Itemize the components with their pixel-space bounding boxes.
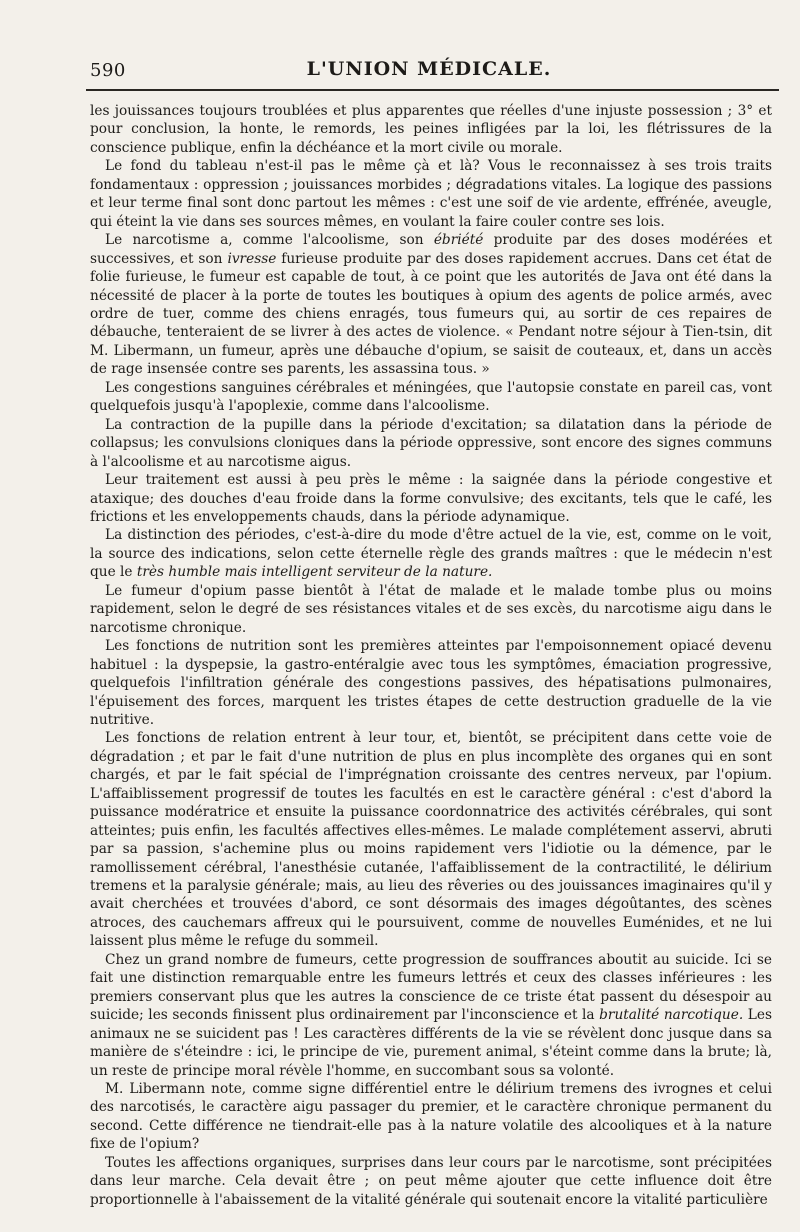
text-run: M. Libermann note, comme signe différentiel entre le délirium tremens des ivrognes et celui des narcotisés, le caractère aigu passager du premier, et le caractère chronique permanent du second. Cette différence ne tiendrait-elle pas à la nature volatile des alcooliques et à la nature fixe de l'opium?: [90, 1081, 772, 1153]
text-run: Le narcotisme a, comme l'alcoolisme, son: [105, 232, 434, 249]
text-run: les jouissances toujours troublées et plus apparentes que réelles d'une injuste possession ; 3° et pour conclusion, la honte, le remords, les peines infligées par la loi, les flétrissures de la conscience publique, enfin la déchéance et la mort civile ou morale.: [90, 103, 772, 156]
text-run: Le fumeur d'opium passe bientôt à l'état de malade et le malade tombe plus ou moins rapidement, selon le degré de ses résistances vitales et de ses excès, du narcotisme aigu dans le narcotisme chronique.: [90, 582, 772, 636]
paragraph: [90, 379, 772, 416]
italic-text: ébriété: [433, 232, 484, 249]
text-run: Les fonctions de nutrition sont les premières atteintes par l'empoisonnement opiacé devenu habituel : la dyspepsie, la gastro-entéralgie avec tous les symptômes, émaciation progressive, quelquefois l'infiltration générale des congestions passives, des hépatisations pulmonaires, l'épuisement des forces, marquent les tristes étapes de cette destruction graduelle de la vie nutritive.: [90, 638, 772, 728]
italic-text: très humble mais intelligent serviteur de la nature.: [136, 564, 493, 581]
text-run: La contraction de la pupille dans la période d'excitation; sa dilatation dans la période de collapsus; les convulsions cloniques dans la période oppressive, sont encore des signes communs à l'alcoolisme et au narcotisme aigus.: [90, 416, 772, 470]
paragraph: [90, 1154, 772, 1209]
italic-text: brutalité narcotique.: [599, 1007, 744, 1024]
page-number: 590: [90, 60, 126, 81]
paragraph: [90, 729, 772, 950]
text-run: Les fonctions de relation entrent à leur tour, et, bientôt, se précipitent dans cette voie de dégradation ; et par le fait d'une nutrition de plus en plus incomplète des organes qui en sont chargés, et par le fait spécial de l'imprégnation croissante des centres nerveux, par l'opium. L'affaiblissement progressif de toutes les facultés en est le caractère général : c'est d'abord la puissance modératrice et ensuite la puissance coordonnatrice des activités cérébrales, qui sont atteintes; puis enfin, les facultés affectives elles-mêmes. Le malade complétement asservi, abruti par sa passion, s'achemine plus ou moins rapidement vers l'idiotie ou la démence, par le ramollissement cérébral, l'anesthésie cutanée, l'affaiblissement de la contractilité, le délirium tremens et la paralysie générale; mais, au lieu des rêveries ou des jouissances imaginaires qu'il y avait cherchées et trouvées d'abord, ce sont désormais des images dégoûtantes, des scènes atroces, des cauchemars affreux qui le poursuivent, comme de nouvelles Euménides, et ne lui laissent plus même le refuge du sommeil.: [90, 730, 772, 950]
text-run: Toutes les affections organiques, surprises dans leur cours par le narcotisme, sont précipitées dans leur marche. Cela devait être ; on peut même ajouter que cette influence doit être proportionnelle à l'abaissement de la vitalité générale qui soutenait encore la vitalité particulière: [90, 1154, 772, 1208]
running-title: L'UNION MÉDICALE.: [306, 58, 552, 80]
paragraph: [90, 231, 772, 379]
text-run: furieuse produite par des doses rapidement accrues. Dans cet état de folie furieuse, le fumeur est capable de tout, à ce point que les autorités de Java ont été dans la nécessité de placer à la porte de toutes les boutiques à opium des agents de police armés, avec ordre de tuer, comme des chiens enragés, tous fumeurs qui, au sortir de ces repaires de débauche, tenteraient de se livrer à des actes de violence. « Pendant notre séjour à Tien-tsin, dit M. Libermann, un fumeur, après une débauche d'opium, se saisit de couteaux, et, dans un accès de rage insensée contre ses parents, les assassina tous. »: [90, 250, 772, 378]
paragraph: [90, 157, 772, 231]
paragraph: [90, 637, 772, 729]
paragraph: [90, 102, 772, 157]
paragraph: [90, 471, 772, 526]
text-run: Chez un grand nombre de fumeurs, cette progression de souffrances aboutit au suicide. Ici se fait une distinction remarquable entre les fumeurs lettrés et ceux des classes inférieures : les premiers conservant plus que les autres la conscience de ce triste état passent du désespoir au suicide; les seconds finissent plus ordinairement par l'inconscience et la: [90, 951, 772, 1024]
header-rule: [86, 89, 779, 91]
paragraph: [90, 582, 772, 637]
paragraph: [90, 951, 772, 1080]
text-run: La distinction des périodes, c'est-à-dire du mode d'être actuel de la vie, est, comme on le voit, la source des indications, selon cette éternelle règle des grands maîtres : que le médecin n'est que le: [90, 527, 772, 581]
text-run: Les congestions sanguines cérébrales et méningées, que l'autopsie constate en pareil cas, vont quelquefois jusqu'à l'apoplexie, comme dans l'alcoolisme.: [90, 379, 772, 415]
text-run: Leur traitement est aussi à peu près le même : la saignée dans la période congestive et ataxique; des douches d'eau froide dans la forme convulsive; des excitants, tels que le café, les frictions et les enveloppements chauds, dans la période adynamique.: [90, 472, 772, 525]
text-run: Le fond du tableau n'est-il pas le même çà et là? Vous le reconnaissez à ses trois traits fondamentaux : oppression ; jouissances morbides ; dégradations vitales. La logique des passions et leur terme final sont donc partout les mêmes : c'est une soif de vie ardente, effrénée, aveugle, qui éteint la vie dans ses sources mêmes, en voulant la faire couler contre ses lois.: [90, 158, 772, 230]
paragraph: [90, 416, 772, 471]
body-text: [90, 102, 772, 1209]
page-header: [86, 52, 772, 86]
text-run: produite par des doses modérées et successives, et son: [90, 232, 772, 267]
text-run: Les animaux ne se suicident pas ! Les caractères différents de la vie se révèlent donc jusque dans sa manière de s'éteindre : ici, le principe de vie, purement animal, s'éteint comme dans la brute; là, un reste de principe moral révèle l'homme, en succombant sous sa volonté.: [90, 1007, 772, 1079]
italic-text: ivresse: [227, 250, 277, 267]
paragraph: [90, 526, 772, 581]
paragraph: [90, 1080, 772, 1154]
